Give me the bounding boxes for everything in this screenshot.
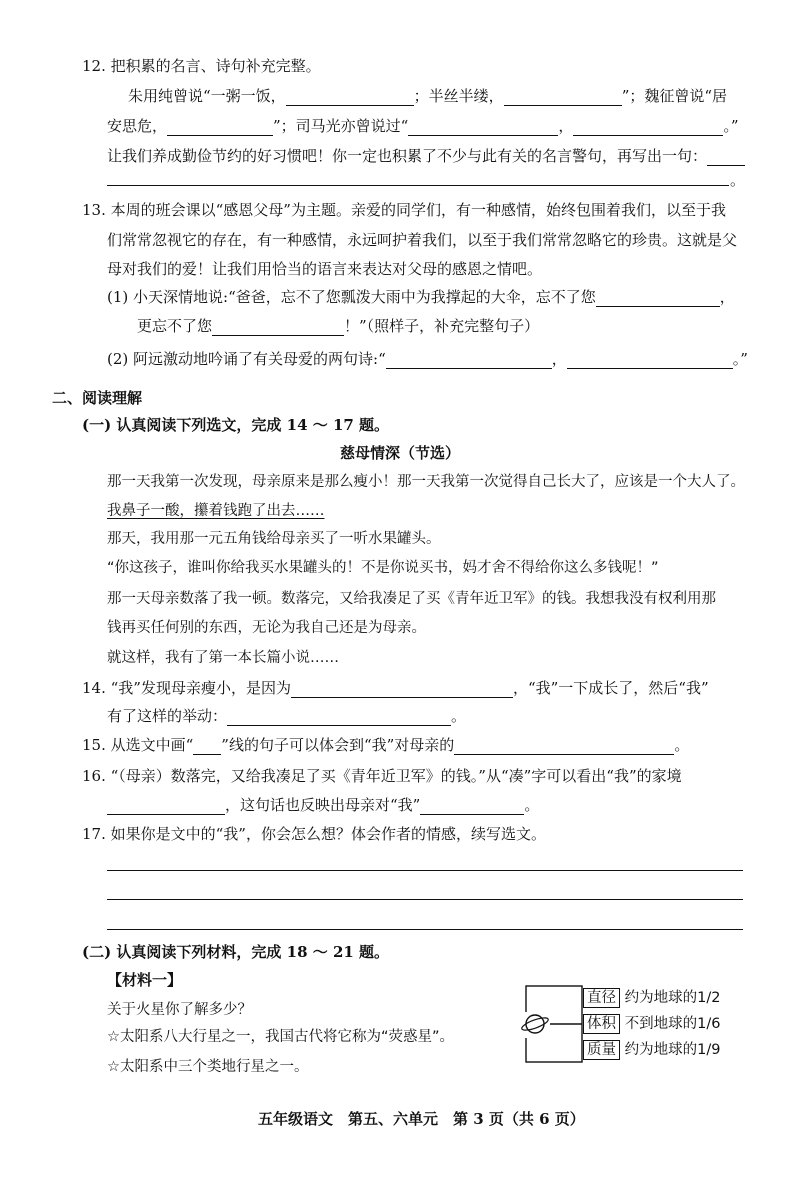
q12-blank-3[interactable] — [167, 118, 273, 136]
q16-line1: 16. “（母亲）数落完，又给我凑足了买《青年近卫军》的钱。”从“凑”字可以看出“我”的家境 — [82, 767, 682, 785]
material-line3: ☆太阳系中三个类地行星之一。 — [107, 1059, 309, 1075]
passage-title: 慈母情深（节选） — [340, 444, 461, 462]
material-line1: 关于火星你了解多少？ — [107, 1002, 252, 1018]
q16-blank-2[interactable] — [420, 797, 524, 815]
part2-heading: (二) 认真阅读下列材料，完成 18 ～ 21 题。 — [82, 943, 390, 961]
q15-blank[interactable] — [454, 737, 674, 755]
part1-heading: (一) 认真阅读下列选文，完成 14 ～ 17 题。 — [82, 416, 390, 434]
q17-answer-line-2[interactable] — [107, 899, 743, 900]
q14-line2: 有了这样的举动： 。 — [107, 707, 467, 725]
q14-blank-2[interactable] — [227, 708, 451, 726]
q13-sub1: (1) 小天深情地说:“爸爸，忘不了您瓢泼大雨中为我撑起的大伞，忘不了您 ， — [107, 288, 735, 306]
diagram-label-mass: 质量 — [583, 1040, 620, 1060]
diagram-label-diameter: 直径 — [583, 988, 620, 1008]
diagram-label-volume: 体积 — [583, 1014, 620, 1034]
q13-sub2: (2) 阿远激动地吟诵了有关母爱的两句诗:“ ， 。” — [107, 350, 748, 368]
q12-period: 。 — [730, 171, 746, 189]
page-footer: 五年级语文 第五、六单元 第 3 页（共 6 页） — [258, 1110, 585, 1128]
section-heading: 二、阅读理解 — [52, 389, 143, 407]
diagram-row-diameter — [583, 988, 720, 1008]
q15-underline-sample — [193, 737, 221, 755]
q17-answer-line-3[interactable] — [107, 929, 743, 930]
q12-blank-1[interactable] — [286, 88, 414, 106]
q16-line2: ，这句话也反映出母亲对“我” 。 — [107, 795, 539, 815]
q12-blank-5[interactable] — [573, 118, 723, 136]
diagram-row-volume — [583, 1014, 720, 1034]
q12-answer-line[interactable] — [107, 185, 729, 186]
passage-p1b: 我鼻子一酸，攥着钱跑了出去…… — [107, 503, 325, 519]
q15-line: 15. 从选文中画“ ”线的句子可以体会到“我”对母亲的 。 — [82, 736, 690, 754]
q14-line1: 14. “我”发现母亲瘦小，是因为 ，“我”一下成长了，然后“我” — [82, 679, 709, 697]
diagram-row-mass — [583, 1040, 720, 1060]
passage-p4b: 钱再买任何别的东西，无论为我自己还是为母亲。 — [107, 620, 426, 636]
q17-line: 17. 如果你是文中的“我”，你会怎么想？体会作者的情感，续写选文。 — [82, 825, 546, 843]
q13-line1: 13. 本周的班会课以“感恩父母”为主题。亲爱的同学们，有一种感情，始终包围着我们，以至于我 — [82, 201, 726, 219]
q12-blank-4[interactable] — [408, 118, 558, 136]
diagram-value-mass: 约为地球的1/9 — [624, 1042, 721, 1058]
q13-sub1-cont: 更忘不了您 ！”（照样子，补充完整句子） — [137, 317, 540, 335]
diagram-value-volume: 不到地球的1/6 — [624, 1016, 721, 1032]
q13-blank-3[interactable] — [386, 351, 552, 369]
diagram-value-diameter: 约为地球的1/2 — [624, 990, 721, 1006]
material-label: 【材料一】 — [107, 971, 183, 989]
q12-line3: 安思危， ”；司马光亦曾说过“ ， 。” — [107, 117, 739, 135]
passage-p2: 那天，我用那一元五角钱给母亲买了一听水果罐头。 — [107, 531, 441, 547]
q16-blank-1[interactable] — [107, 797, 225, 815]
q13-line3: 母对我们的爱！让我们用恰当的语言来表达对父母的感恩之情吧。 — [107, 260, 543, 278]
passage-p4a: 那一天母亲数落了我一顿。数落完，又给我凑足了买《青年近卫军》的钱。我想我没有权利用那 — [107, 591, 716, 607]
q13-line2: 们常常忽视它的存在，有一种感情，永远呵护着我们，以至于我们常常忽略它的珍贵。这就是父 — [107, 231, 738, 249]
q14-blank-1[interactable] — [291, 680, 513, 698]
q13-blank-4[interactable] — [567, 351, 733, 369]
passage-p1a: 那一天我第一次发现，母亲原来是那么瘦小！那一天我第一次觉得自己长大了，应该是一个大人了。 — [107, 474, 745, 490]
q17-answer-line-1[interactable] — [107, 870, 743, 871]
q12-line4: 让我们养成勤俭节约的好习惯吧！你一定也积累了不少与此有关的名言警句，再写出一句： — [107, 146, 745, 166]
q13-blank-2[interactable] — [212, 318, 344, 336]
passage-p3: “你这孩子，谁叫你给我买水果罐头的！不是你说买书，妈才舍不得给你这么多钱呢！” — [107, 560, 659, 576]
material-line2: ☆太阳系八大行星之一，我国古代将它称为“荧惑星”。 — [107, 1029, 455, 1045]
q12-heading: 12. 把积累的名言、诗句补充完整。 — [82, 57, 321, 75]
q12-blank-6[interactable] — [707, 148, 745, 166]
q12-blank-2[interactable] — [504, 88, 622, 106]
q13-blank-1[interactable] — [596, 289, 720, 307]
q12-line2: 朱用纯曾说“一粥一饭， ；半丝半缕， ”；魏征曾说“居 — [128, 87, 728, 105]
passage-p5: 就这样，我有了第一本长篇小说…… — [107, 650, 339, 666]
